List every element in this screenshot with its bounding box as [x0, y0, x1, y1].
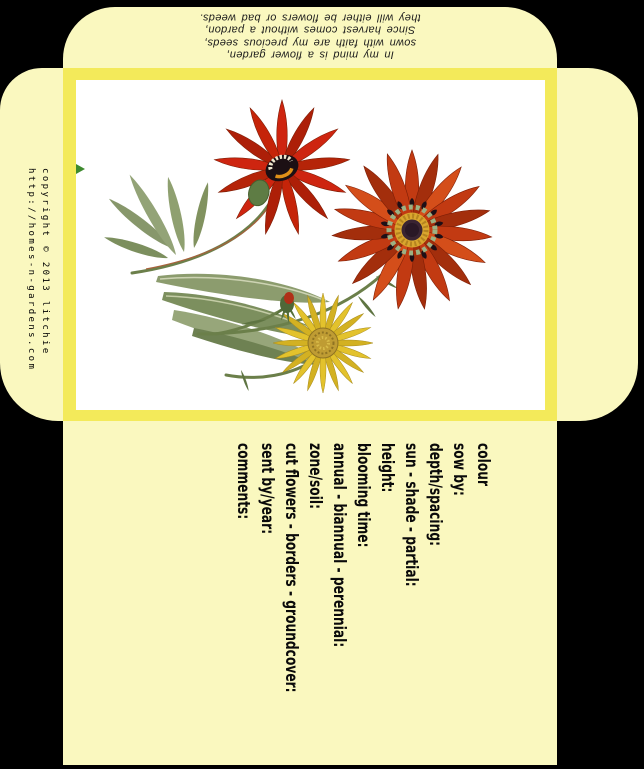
quote-line: they will either be flowers or bad weeds.: [199, 11, 421, 24]
field-label-zone-soil: zone/soil:: [305, 443, 325, 510]
field-label-cut-flowers-borders-groundcover: cut flowers - borders - groundcover:: [281, 443, 301, 693]
quote-line: In my mind is a flower garden,: [226, 48, 394, 61]
field-label-colour: colour: [473, 443, 493, 487]
back-panel: [63, 421, 557, 765]
field-label-sow-by: sow by:: [449, 443, 469, 496]
garden-quote: [63, 11, 557, 61]
flower-illustration: [76, 80, 545, 410]
field-label-sun-shade-partial: sun - shade - partial:: [401, 443, 421, 587]
left-side-flap: [0, 68, 63, 421]
field-labels: [231, 443, 495, 693]
field-label-height: height:: [377, 443, 397, 493]
quote-line: Since harvest comes without a pardon,: [204, 23, 416, 36]
field-label-annual-biannual-perennial: annual - biannual - perennial:: [329, 443, 349, 648]
field-label-sent-by-year: sent by/year:: [257, 443, 277, 535]
artwork-frame: [63, 68, 557, 421]
red-gazania-upper: [214, 100, 350, 235]
field-label-blooming-time: blooming time:: [353, 443, 373, 548]
red-gazania-large: [332, 150, 493, 310]
website-line: http://homes-n-gardens.com: [26, 168, 36, 372]
copyright-line: copyright © 2013 litchie: [40, 168, 50, 356]
copyright-credit: [24, 168, 52, 371]
field-label-depth-spacing: depth/spacing:: [425, 443, 445, 546]
edge-artifact: [76, 164, 85, 174]
field-label-comments: comments:: [233, 443, 253, 520]
right-side-flap: [557, 68, 638, 421]
top-flap: [63, 7, 557, 68]
quote-line: sown with faith are my precious seeds,: [203, 36, 417, 49]
flower-illustration-svg: [76, 80, 545, 410]
